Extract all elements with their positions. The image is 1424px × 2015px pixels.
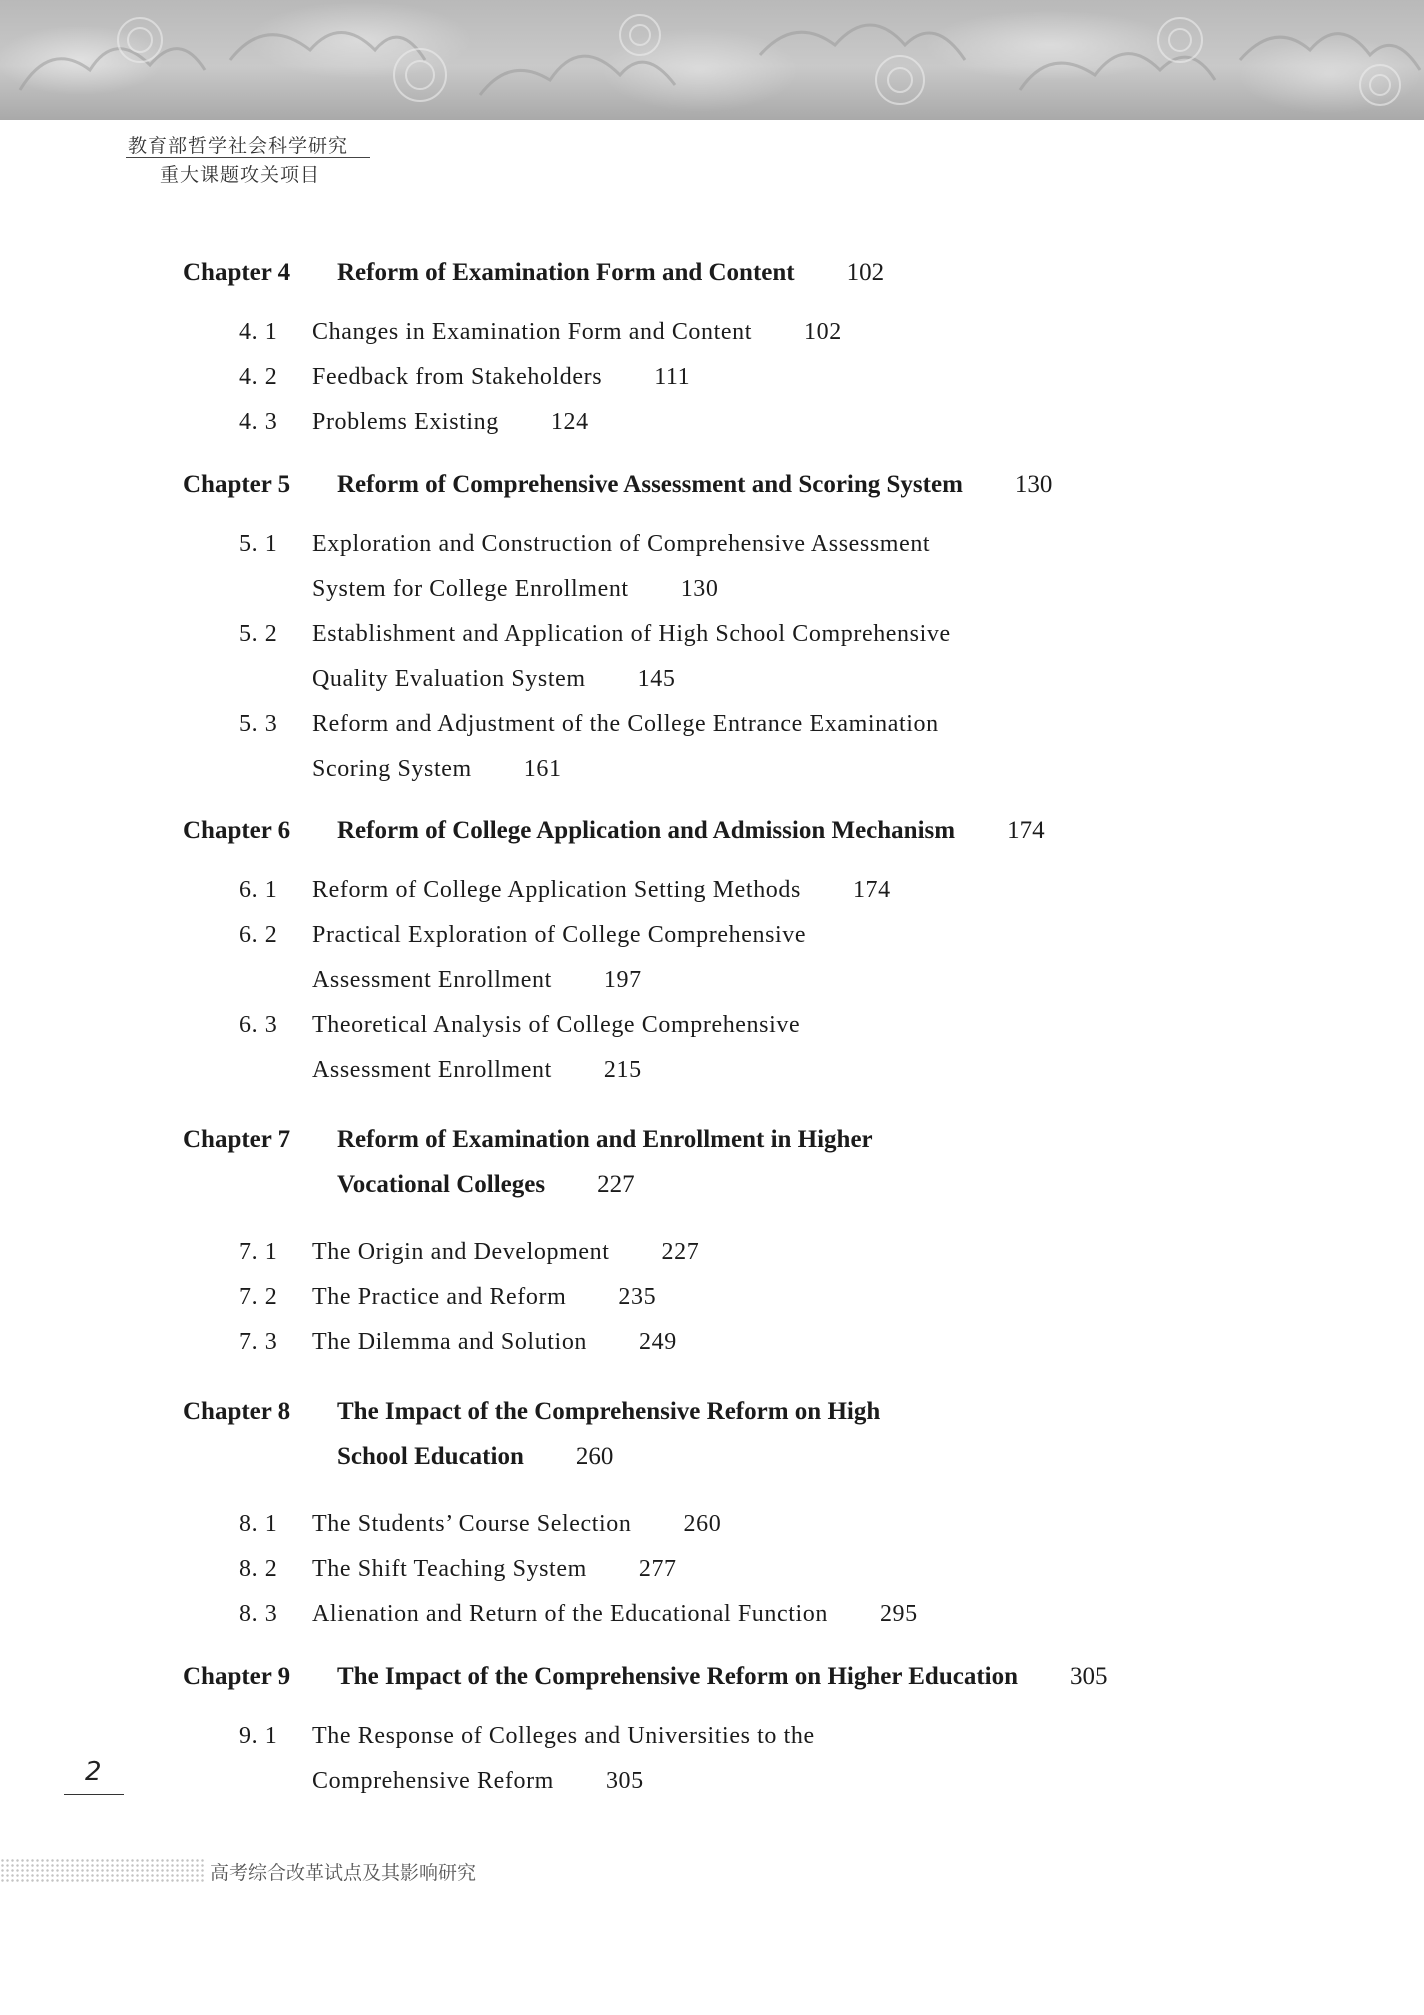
section-page-number: 235 <box>618 1284 657 1310</box>
footer-book-title: 高考综合改革试点及其影响研究 <box>210 1862 477 1884</box>
section-page-number: 130 <box>680 576 719 602</box>
section-number: 8. 2 <box>239 1556 278 1582</box>
section-number: 6. 3 <box>239 1012 278 1038</box>
section-page-number: 260 <box>683 1511 722 1537</box>
chapter-title-line: Reform of Comprehensive Assessment and Scoring System 130 <box>337 471 1053 498</box>
section-page-number: 111 <box>654 364 691 390</box>
section-title-line: System for College Enrollment 130 <box>312 576 719 602</box>
chapter-page-number: 305 <box>1070 1663 1108 1690</box>
section-title-line: The Students’ Course Selection 260 <box>312 1511 722 1537</box>
section-title-line: Practical Exploration of College Comprehensive <box>312 922 807 948</box>
section-page-number: 277 <box>638 1556 677 1582</box>
chapter-page-number: 227 <box>597 1171 635 1198</box>
section-page-number: 145 <box>637 666 676 692</box>
chapter-title-line: Reform of Examination Form and Content 102 <box>337 259 885 286</box>
section-title-line: Alienation and Return of the Educational Function 295 <box>312 1601 918 1627</box>
chapter-title-line: The Impact of the Comprehensive Reform on Higher Education 305 <box>337 1663 1108 1690</box>
section-title-line: Reform and Adjustment of the College Entrance Examination <box>312 711 939 737</box>
section-title-line: The Response of Colleges and Universities to the <box>312 1723 815 1749</box>
section-title-line: Scoring System 161 <box>312 756 562 782</box>
section-title-line: Establishment and Application of High School Comprehensive <box>312 621 951 647</box>
page-number-rule <box>64 1794 124 1795</box>
section-number: 9. 1 <box>239 1723 278 1749</box>
section-title-line: Assessment Enrollment 197 <box>312 967 642 993</box>
chapter-page-number: 102 <box>846 259 885 286</box>
section-page-number: 295 <box>879 1601 918 1627</box>
section-title-line: Theoretical Analysis of College Comprehensive <box>312 1012 801 1038</box>
section-title-line: Assessment Enrollment 215 <box>312 1057 642 1083</box>
section-number: 6. 1 <box>239 877 278 903</box>
section-title-line: Problems Existing 124 <box>312 409 589 435</box>
chapter-page-number: 130 <box>1014 471 1053 498</box>
chapter-label: Chapter 5 <box>183 471 291 498</box>
section-title-line: Reform of College Application Setting Methods 174 <box>312 877 891 903</box>
chapter-label: Chapter 7 <box>183 1126 291 1153</box>
section-page-number: 249 <box>639 1329 677 1355</box>
chapter-label: Chapter 8 <box>183 1398 291 1425</box>
section-title-line: The Shift Teaching System 277 <box>312 1556 677 1582</box>
section-number: 8. 3 <box>239 1601 278 1627</box>
section-title-line: Comprehensive Reform 305 <box>312 1768 644 1794</box>
section-title-line: The Dilemma and Solution 249 <box>312 1329 677 1355</box>
section-title-line: The Origin and Development 227 <box>312 1239 700 1265</box>
section-title-line: Changes in Examination Form and Content 102 <box>312 319 842 345</box>
section-number: 4. 2 <box>239 364 278 390</box>
section-number: 6. 2 <box>239 922 278 948</box>
chapter-title-line: School Education 260 <box>337 1443 614 1470</box>
section-number: 5. 2 <box>239 621 278 647</box>
section-page-number: 215 <box>603 1057 642 1083</box>
section-page-number: 305 <box>605 1768 644 1794</box>
section-number: 4. 1 <box>239 319 278 345</box>
section-title-line: Exploration and Construction of Comprehensive Assessment <box>312 531 931 557</box>
section-page-number: 161 <box>523 756 562 782</box>
section-number: 4. 3 <box>239 409 278 435</box>
section-number: 7. 3 <box>239 1329 278 1355</box>
chapter-page-number: 174 <box>1007 817 1045 844</box>
section-title-line: Quality Evaluation System 145 <box>312 666 676 692</box>
section-page-number: 124 <box>550 409 589 435</box>
chapter-label: Chapter 4 <box>183 259 291 286</box>
series-title: 教育部哲学社会科学研究 <box>128 135 349 157</box>
section-number: 7. 1 <box>239 1239 278 1265</box>
section-page-number: 197 <box>603 967 642 993</box>
section-number: 7. 2 <box>239 1284 278 1310</box>
section-page-number: 227 <box>661 1239 700 1265</box>
chapter-label: Chapter 6 <box>183 817 291 844</box>
section-number: 5. 1 <box>239 531 278 557</box>
chapter-title-line: Reform of College Application and Admission Mechanism 174 <box>337 817 1045 844</box>
series-subtitle: 重大课题攻关项目 <box>160 164 321 186</box>
page-number: 2 <box>85 1757 102 1787</box>
chapter-title-line: Reform of Examination and Enrollment in Higher <box>337 1126 873 1153</box>
footer-dot-pattern <box>0 1858 205 1884</box>
section-page-number: 102 <box>804 319 842 345</box>
chapter-label: Chapter 9 <box>183 1663 291 1690</box>
section-number: 8. 1 <box>239 1511 278 1537</box>
chapter-title-line: Vocational Colleges 227 <box>337 1171 635 1198</box>
section-page-number: 174 <box>852 877 891 903</box>
section-title-line: Feedback from Stakeholders 111 <box>312 364 691 390</box>
section-number: 5. 3 <box>239 711 278 737</box>
chapter-page-number: 260 <box>575 1443 614 1470</box>
section-title-line: The Practice and Reform 235 <box>312 1284 657 1310</box>
chapter-title-line: The Impact of the Comprehensive Reform on High <box>337 1398 881 1425</box>
